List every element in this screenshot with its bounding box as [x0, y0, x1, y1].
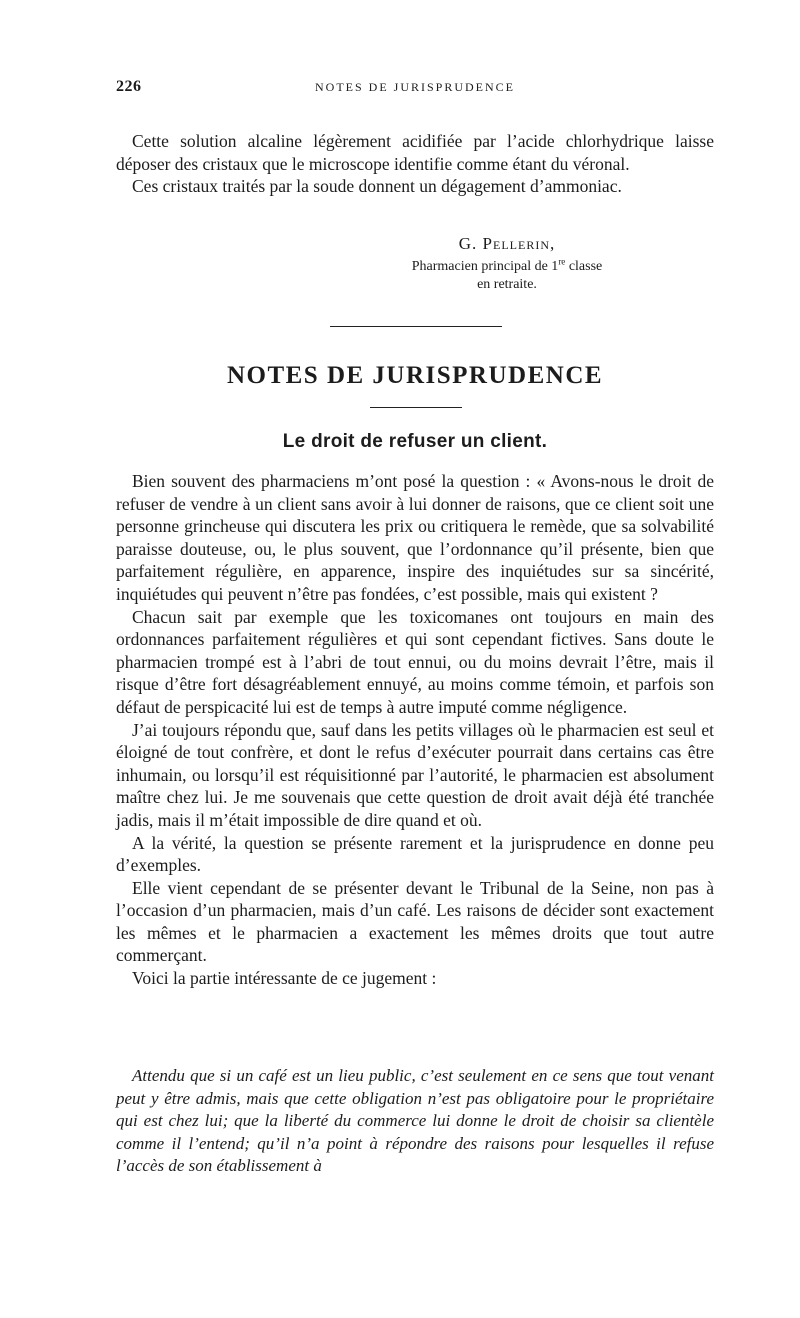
author-name: G. Pellerin,	[458, 234, 556, 253]
paragraph: Cette solution alcaline légèrement acidifiée par l’acide chlorhydrique laisse déposer des cristaux que le microscope identifie comme étant du véronal.	[116, 131, 714, 174]
paragraph: Chacun sait par exemple que les toxicomanes ont toujours en main des ordonnances parfaitement régulières et qui sont cependant fictives. Sans doute le pharmacien trompé est à l’abri de tout ennui, ou du moins devrait l’être, mais il risque d’être fort désagréablement ennuyé, au moins comme témoin, et parfois son défaut de perspicacité lui est de temps à autre imputé comme négligence.	[116, 606, 714, 717]
paragraph: Elle vient cependant de se présenter devant le Tribunal de la Seine, non pas à l’occasion d’un pharmacien, mais d’un café. Les raisons de décider sont exactement les mêmes et le pharmacien a exactement les mêmes droits que tout autre commerçant.	[116, 877, 714, 966]
author-title-line1	[400, 258, 614, 276]
article-subtitle: Le droit de refuser un client.	[282, 431, 548, 452]
paragraph: J’ai toujours répondu que, sauf dans les petits villages où le pharmacien est seul et éloigné de tout confrère, et dont le refus d’exécuter pourrait dans certains cas être inhumain, ou lorsqu’il est réquisitionné par l’autorité, le pharmacien est absolument maître chez lui. Je me souvenais que cette question de droit avait déjà été tranchée jadis, mais il m’était impossible de dire quand et où.	[116, 719, 714, 830]
page-number: 226	[116, 78, 142, 95]
paragraph: Voici la partie intéressante de ce jugement :	[132, 968, 437, 989]
article-body	[116, 470, 714, 990]
section-title: NOTES DE JURISPRUDENCE	[226, 362, 604, 389]
section-divider	[330, 326, 502, 327]
author-title-line2: en retraite.	[477, 277, 537, 292]
page-header	[116, 78, 714, 100]
paragraph: A la vérité, la question se présente rarement et la jurisprudence en donne peu d’exemples.	[116, 832, 714, 876]
intro-text	[116, 130, 714, 198]
title-divider	[370, 407, 462, 408]
running-head: NOTES DE JURISPRUDENCE	[314, 80, 515, 94]
quote-text: Attendu que si un café est un lieu public, c’est seulement en ce sens que tout venant peut y être admis, mais que cette obligation n’est pas obligatoire pour le propriétaire qui est chez lui; que la liberté du commerce lui donne le droit de choisir sa clientèle comme il l’entend; qu’il n’a point à répondre des raisons pour lesquelles il refuse l’accès de son établissement à	[116, 1066, 714, 1176]
author-signature	[400, 234, 614, 294]
judgment-quote	[116, 1065, 714, 1178]
author-title-superscript: re	[558, 256, 566, 267]
paragraph: Ces cristaux traités par la soude donnent un dégagement d’ammoniac.	[132, 176, 622, 197]
author-title-text-end: classe	[565, 259, 603, 274]
paragraph: Bien souvent des pharmaciens m’ont posé la question : « Avons-nous le droit de refuser de vendre à un client sans avoir à lui donner de raisons, que ce client soit une personne grincheuse qui discutera les prix ou critiquera le remède, que sa solvabilité paraisse douteuse, ou, le plus souvent, que l’ordonnance qu’il présente, bien que parfaitement régulière, en apparence, inspire des inquiétudes sur sa sincérité, inquiétudes qui peuvent n’être pas fondées, c’est possible, mais qui existent ?	[116, 471, 714, 604]
author-title-text: Pharmacien principal de 1	[411, 259, 559, 274]
